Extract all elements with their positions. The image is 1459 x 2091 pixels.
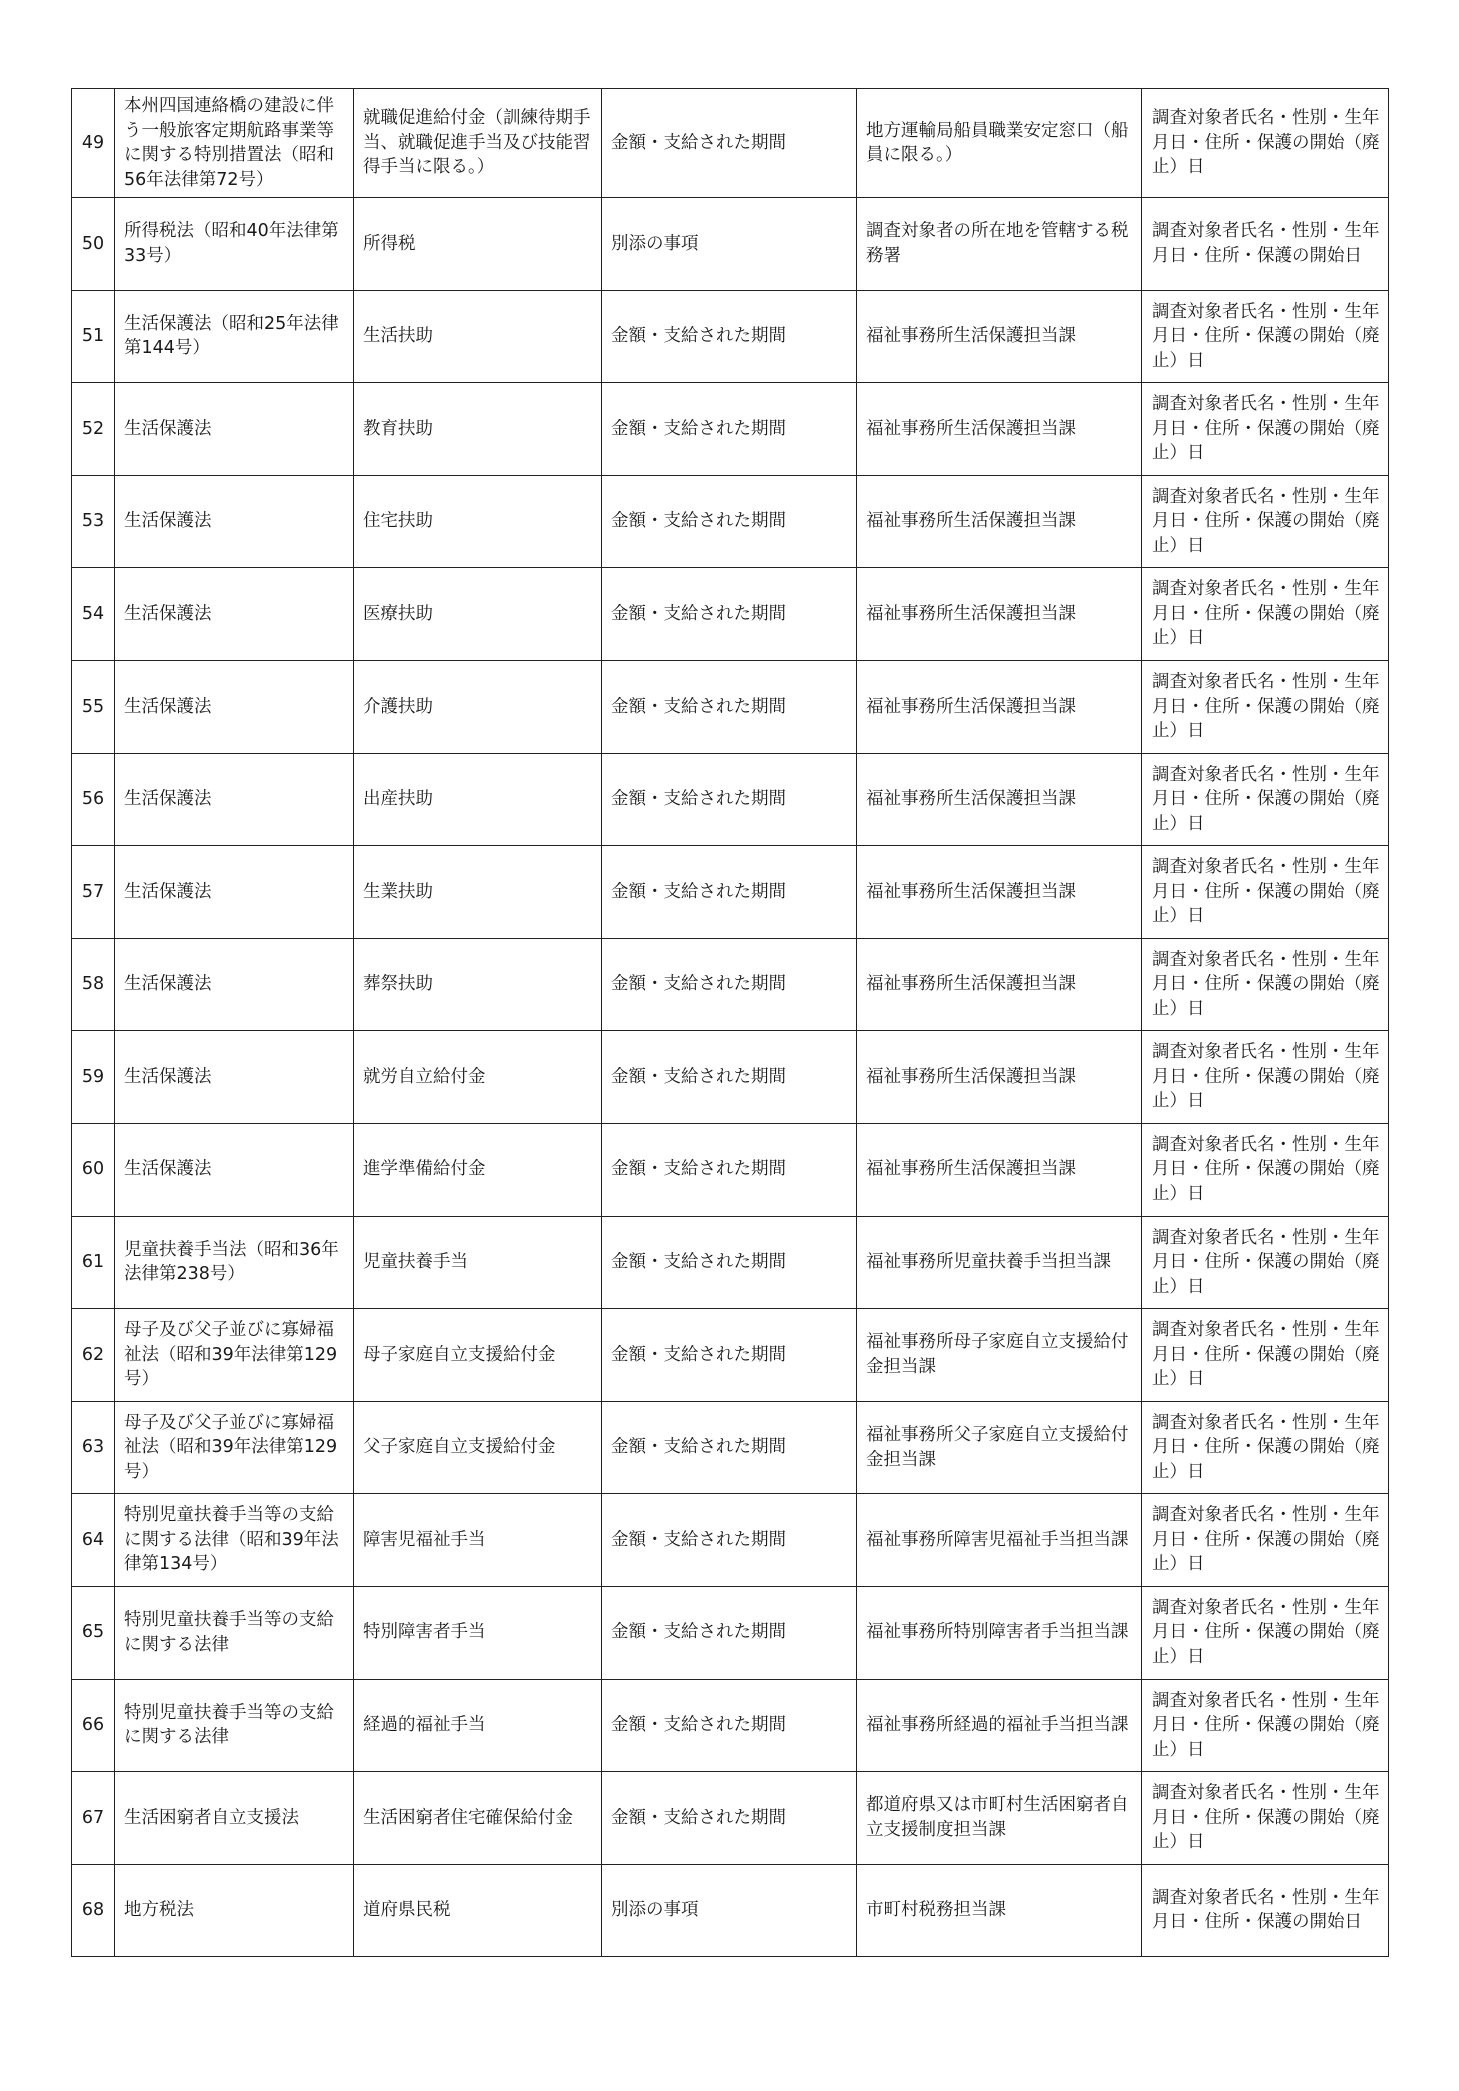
benefit-name-cell: 障害児福祉手当 [354, 1494, 602, 1587]
law-name-cell: 本州四国連絡橋の建設に伴う一般旅客定期航路事業等に関する特別措置法（昭和56年法律第72号） [115, 89, 354, 198]
contact-office-cell: 福祉事務所生活保護担当課 [857, 938, 1142, 1031]
row-number-cell: 52 [72, 383, 115, 476]
target-info-cell: 調査対象者氏名・性別・生年月日・住所・保護の開始（廃止）日 [1142, 568, 1389, 661]
benefit-name-cell: 父子家庭自立支援給付金 [354, 1401, 602, 1494]
target-info-cell: 調査対象者氏名・性別・生年月日・住所・保護の開始（廃止）日 [1142, 1401, 1389, 1494]
survey-item-cell: 金額・支給された期間 [602, 1494, 857, 1587]
contact-office-cell: 調査対象者の所在地を管轄する税務署 [857, 198, 1142, 291]
target-info-cell: 調査対象者氏名・性別・生年月日・住所・保護の開始（廃止）日 [1142, 383, 1389, 476]
table-row [72, 1772, 1389, 1865]
table-body [72, 89, 1389, 1957]
contact-office-cell: 福祉事務所生活保護担当課 [857, 568, 1142, 661]
benefit-name-cell: 生活扶助 [354, 290, 602, 383]
survey-item-cell: 金額・支給された期間 [602, 1031, 857, 1124]
target-info-cell: 調査対象者氏名・性別・生年月日・住所・保護の開始（廃止）日 [1142, 1123, 1389, 1216]
survey-item-cell: 金額・支給された期間 [602, 846, 857, 939]
benefit-name-cell: 教育扶助 [354, 383, 602, 476]
row-number-cell: 54 [72, 568, 115, 661]
contact-office-cell: 福祉事務所経過的福祉手当担当課 [857, 1679, 1142, 1772]
table-row [72, 1401, 1389, 1494]
table-row [72, 753, 1389, 846]
benefit-name-cell: 葬祭扶助 [354, 938, 602, 1031]
table-row [72, 1494, 1389, 1587]
survey-item-cell: 金額・支給された期間 [602, 1309, 857, 1402]
law-name-cell: 生活保護法 [115, 1123, 354, 1216]
survey-item-cell: 金額・支給された期間 [602, 938, 857, 1031]
law-name-cell: 特別児童扶養手当等の支給に関する法律（昭和39年法律第134号） [115, 1494, 354, 1587]
table-row [72, 383, 1389, 476]
target-info-cell: 調査対象者氏名・性別・生年月日・住所・保護の開始（廃止）日 [1142, 89, 1389, 198]
row-number-cell: 67 [72, 1772, 115, 1865]
target-info-cell: 調査対象者氏名・性別・生年月日・住所・保護の開始（廃止）日 [1142, 1216, 1389, 1309]
target-info-cell: 調査対象者氏名・性別・生年月日・住所・保護の開始（廃止）日 [1142, 938, 1389, 1031]
law-name-cell: 生活保護法 [115, 383, 354, 476]
survey-item-cell: 金額・支給された期間 [602, 660, 857, 753]
contact-office-cell: 地方運輸局船員職業安定窓口（船員に限る。） [857, 89, 1142, 198]
law-name-cell: 生活保護法 [115, 753, 354, 846]
row-number-cell: 60 [72, 1123, 115, 1216]
contact-office-cell: 福祉事務所生活保護担当課 [857, 1031, 1142, 1124]
table-row [72, 1216, 1389, 1309]
survey-table [71, 88, 1389, 1957]
table-row [72, 568, 1389, 661]
survey-item-cell: 金額・支給された期間 [602, 1772, 857, 1865]
table-row [72, 1031, 1389, 1124]
law-name-cell: 地方税法 [115, 1864, 354, 1957]
table-row [72, 1586, 1389, 1679]
benefit-name-cell: 特別障害者手当 [354, 1586, 602, 1679]
target-info-cell: 調査対象者氏名・性別・生年月日・住所・保護の開始（廃止）日 [1142, 753, 1389, 846]
row-number-cell: 63 [72, 1401, 115, 1494]
law-name-cell: 特別児童扶養手当等の支給に関する法律 [115, 1679, 354, 1772]
table-row [72, 89, 1389, 198]
survey-item-cell: 金額・支給された期間 [602, 1216, 857, 1309]
law-name-cell: 特別児童扶養手当等の支給に関する法律 [115, 1586, 354, 1679]
target-info-cell: 調査対象者氏名・性別・生年月日・住所・保護の開始（廃止）日 [1142, 846, 1389, 939]
row-number-cell: 51 [72, 290, 115, 383]
row-number-cell: 65 [72, 1586, 115, 1679]
law-name-cell: 生活保護法（昭和25年法律第144号） [115, 290, 354, 383]
table-row [72, 938, 1389, 1031]
table-row [72, 1864, 1389, 1957]
survey-item-cell: 金額・支給された期間 [602, 1586, 857, 1679]
table-row [72, 1309, 1389, 1402]
row-number-cell: 58 [72, 938, 115, 1031]
survey-item-cell: 別添の事項 [602, 1864, 857, 1957]
row-number-cell: 56 [72, 753, 115, 846]
row-number-cell: 61 [72, 1216, 115, 1309]
benefit-name-cell: 所得税 [354, 198, 602, 291]
survey-item-cell: 金額・支給された期間 [602, 1123, 857, 1216]
contact-office-cell: 福祉事務所生活保護担当課 [857, 846, 1142, 939]
benefit-name-cell: 就労自立給付金 [354, 1031, 602, 1124]
table-row [72, 1679, 1389, 1772]
row-number-cell: 55 [72, 660, 115, 753]
target-info-cell: 調査対象者氏名・性別・生年月日・住所・保護の開始（廃止）日 [1142, 1772, 1389, 1865]
contact-office-cell: 福祉事務所生活保護担当課 [857, 1123, 1142, 1216]
target-info-cell: 調査対象者氏名・性別・生年月日・住所・保護の開始（廃止）日 [1142, 1586, 1389, 1679]
benefit-name-cell: 経過的福祉手当 [354, 1679, 602, 1772]
table-row [72, 1123, 1389, 1216]
benefit-name-cell: 住宅扶助 [354, 475, 602, 568]
benefit-name-cell: 進学準備給付金 [354, 1123, 602, 1216]
benefit-name-cell: 就職促進給付金（訓練待期手当、就職促進手当及び技能習得手当に限る。） [354, 89, 602, 198]
law-name-cell: 生活保護法 [115, 1031, 354, 1124]
law-name-cell: 生活困窮者自立支援法 [115, 1772, 354, 1865]
target-info-cell: 調査対象者氏名・性別・生年月日・住所・保護の開始（廃止）日 [1142, 290, 1389, 383]
target-info-cell: 調査対象者氏名・性別・生年月日・住所・保護の開始日 [1142, 198, 1389, 291]
contact-office-cell: 福祉事務所児童扶養手当担当課 [857, 1216, 1142, 1309]
benefit-name-cell: 生活困窮者住宅確保給付金 [354, 1772, 602, 1865]
survey-item-cell: 金額・支給された期間 [602, 753, 857, 846]
table-row [72, 475, 1389, 568]
row-number-cell: 49 [72, 89, 115, 198]
target-info-cell: 調査対象者氏名・性別・生年月日・住所・保護の開始（廃止）日 [1142, 1494, 1389, 1587]
benefit-name-cell: 道府県民税 [354, 1864, 602, 1957]
contact-office-cell: 福祉事務所生活保護担当課 [857, 383, 1142, 476]
law-name-cell: 生活保護法 [115, 846, 354, 939]
survey-item-cell: 金額・支給された期間 [602, 1401, 857, 1494]
contact-office-cell: 福祉事務所障害児福祉手当担当課 [857, 1494, 1142, 1587]
survey-item-cell: 金額・支給された期間 [602, 290, 857, 383]
benefit-name-cell: 児童扶養手当 [354, 1216, 602, 1309]
target-info-cell: 調査対象者氏名・性別・生年月日・住所・保護の開始（廃止）日 [1142, 1031, 1389, 1124]
benefit-name-cell: 出産扶助 [354, 753, 602, 846]
table-row [72, 198, 1389, 291]
row-number-cell: 62 [72, 1309, 115, 1402]
contact-office-cell: 市町村税務担当課 [857, 1864, 1142, 1957]
row-number-cell: 68 [72, 1864, 115, 1957]
survey-item-cell: 金額・支給された期間 [602, 383, 857, 476]
target-info-cell: 調査対象者氏名・性別・生年月日・住所・保護の開始（廃止）日 [1142, 660, 1389, 753]
law-name-cell: 生活保護法 [115, 938, 354, 1031]
contact-office-cell: 福祉事務所生活保護担当課 [857, 660, 1142, 753]
contact-office-cell: 福祉事務所特別障害者手当担当課 [857, 1586, 1142, 1679]
law-name-cell: 所得税法（昭和40年法律第33号） [115, 198, 354, 291]
contact-office-cell: 福祉事務所生活保護担当課 [857, 753, 1142, 846]
table-row [72, 660, 1389, 753]
law-name-cell: 児童扶養手当法（昭和36年法律第238号） [115, 1216, 354, 1309]
survey-item-cell: 金額・支給された期間 [602, 475, 857, 568]
target-info-cell: 調査対象者氏名・性別・生年月日・住所・保護の開始（廃止）日 [1142, 1679, 1389, 1772]
benefit-name-cell: 母子家庭自立支援給付金 [354, 1309, 602, 1402]
contact-office-cell: 都道府県又は市町村生活困窮者自立支援制度担当課 [857, 1772, 1142, 1865]
table-row [72, 290, 1389, 383]
survey-item-cell: 金額・支給された期間 [602, 568, 857, 661]
law-name-cell: 生活保護法 [115, 660, 354, 753]
contact-office-cell: 福祉事務所父子家庭自立支援給付金担当課 [857, 1401, 1142, 1494]
contact-office-cell: 福祉事務所母子家庭自立支援給付金担当課 [857, 1309, 1142, 1402]
law-name-cell: 生活保護法 [115, 475, 354, 568]
contact-office-cell: 福祉事務所生活保護担当課 [857, 475, 1142, 568]
target-info-cell: 調査対象者氏名・性別・生年月日・住所・保護の開始日 [1142, 1864, 1389, 1957]
benefit-name-cell: 介護扶助 [354, 660, 602, 753]
row-number-cell: 57 [72, 846, 115, 939]
row-number-cell: 59 [72, 1031, 115, 1124]
benefit-name-cell: 医療扶助 [354, 568, 602, 661]
target-info-cell: 調査対象者氏名・性別・生年月日・住所・保護の開始（廃止）日 [1142, 475, 1389, 568]
benefit-name-cell: 生業扶助 [354, 846, 602, 939]
target-info-cell: 調査対象者氏名・性別・生年月日・住所・保護の開始（廃止）日 [1142, 1309, 1389, 1402]
row-number-cell: 50 [72, 198, 115, 291]
row-number-cell: 64 [72, 1494, 115, 1587]
law-name-cell: 母子及び父子並びに寡婦福祉法（昭和39年法律第129号） [115, 1309, 354, 1402]
survey-item-cell: 金額・支給された期間 [602, 1679, 857, 1772]
law-name-cell: 母子及び父子並びに寡婦福祉法（昭和39年法律第129号） [115, 1401, 354, 1494]
survey-item-cell: 金額・支給された期間 [602, 89, 857, 198]
contact-office-cell: 福祉事務所生活保護担当課 [857, 290, 1142, 383]
row-number-cell: 66 [72, 1679, 115, 1772]
law-name-cell: 生活保護法 [115, 568, 354, 661]
table-row [72, 846, 1389, 939]
survey-item-cell: 別添の事項 [602, 198, 857, 291]
row-number-cell: 53 [72, 475, 115, 568]
